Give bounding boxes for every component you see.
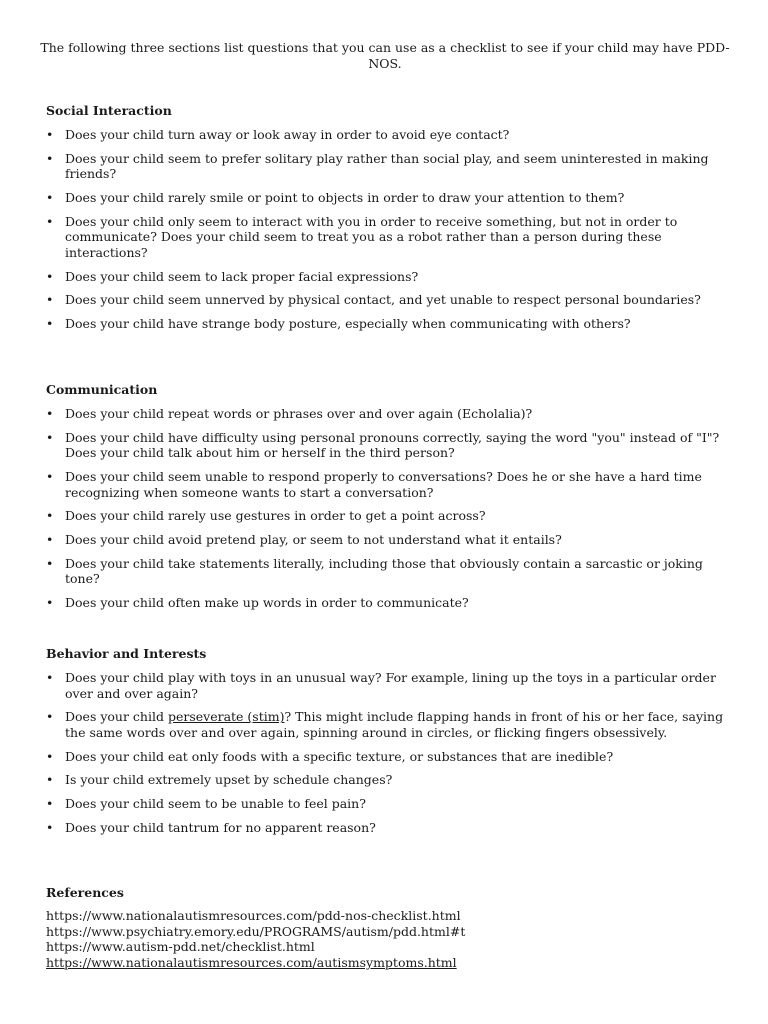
reference-link[interactable]: https://www.nationalautismresources.com/pdd-nos-checklist.html <box>46 908 461 923</box>
list-item: • Does your child only seem to interact with you in order to receive something, but not in order to communicate? Does your child seem to treat you as a robot rather than a person during these interactions? <box>46 213 678 260</box>
heading-social-interaction: Social Interaction <box>46 103 172 118</box>
bullet-icon: • <box>46 772 54 788</box>
bullet-icon: • <box>46 268 54 284</box>
list-item: • Does your child seem to prefer solitary play rather than social play, and seem uninterested in making friends? <box>46 150 709 182</box>
bullet-icon: • <box>46 819 54 835</box>
intro-text: The following three sections list questions that you can use as a checklist to see if your child may have PDD-NOS. <box>40 40 730 71</box>
bullet-icon: • <box>46 127 54 142</box>
perseverate-link[interactable]: perseverate (stim) <box>167 709 285 725</box>
list-item: • Does your child have difficulty using personal pronouns correctly, saying the word "you" instead of "I"? Does your child talk about him or herself in the third person? <box>46 429 720 461</box>
list-item: • Does your child repeat words or phrases over and over again (Echolalia)? <box>46 406 533 421</box>
social-interaction-list <box>46 127 736 340</box>
communication-list <box>46 406 736 619</box>
list-item: • Is your child extremely upset by schedule changes? <box>46 772 393 788</box>
bullet-icon: • <box>46 796 54 812</box>
behavior-interests-list <box>46 670 736 844</box>
bullet-icon: • <box>46 555 54 571</box>
bullet-icon: • <box>46 150 54 166</box>
list-item: • Does your child seem to be unable to feel pain? <box>46 796 366 812</box>
list-item: • Does your child rarely smile or point to objects in order to draw your attention to them? <box>46 190 625 206</box>
list-item: • Does your child turn away or look away in order to avoid eye contact? <box>46 127 510 142</box>
list-item: • Does your child seem unable to respond properly to conversations? Does he or she have a hard time recognizing when someone wants to start a conversation? <box>46 469 702 500</box>
bullet-icon: • <box>46 748 54 764</box>
bullet-icon: • <box>46 406 54 421</box>
bullet-icon: • <box>46 595 54 611</box>
reference-link[interactable]: https://www.psychiatry.emory.edu/PROGRAMS/autism/pdd.html#t <box>46 923 466 939</box>
list-item: • Does your child avoid pretend play, or seem to not understand what it entails? <box>46 532 562 548</box>
bullet-icon: • <box>46 429 54 445</box>
list-item: • Does your child play with toys in an unusual way? For example, lining up the toys in a particular order over and over again? <box>46 670 716 701</box>
bullet-icon: • <box>46 190 54 206</box>
bullet-icon: • <box>46 532 54 548</box>
list-item: • Does your child seem unnerved by physical contact, and yet unable to respect personal boundaries? <box>46 292 701 308</box>
heading-communication: Communication <box>46 382 158 397</box>
list-item: • Does your child seem to lack proper facial expressions? <box>46 268 419 284</box>
bullet-icon: • <box>46 469 54 485</box>
bullet-icon: • <box>46 508 54 524</box>
bullet-icon: • <box>46 670 54 685</box>
list-item: • Does your child rarely use gestures in order to get a point across? <box>46 508 486 524</box>
list-item: • Does your child eat only foods with a specific texture, or substances that are inedible? <box>46 748 614 764</box>
list-item: • Does your child take statements literally, including those that obviously contain a sarcastic or joking tone? <box>46 555 703 587</box>
list-item: • Does your child often make up words in order to communicate? <box>46 595 469 611</box>
bullet-icon: • <box>46 213 54 229</box>
list-item: • Does your child have strange body posture, especially when communicating with others? <box>46 316 631 332</box>
reference-link[interactable]: https://www.nationalautismresources.com/autismsymptoms.html <box>46 955 457 971</box>
reference-link[interactable]: https://www.autism-pdd.net/checklist.html <box>46 939 315 955</box>
bullet-icon: • <box>46 709 54 725</box>
bullet-icon: • <box>46 316 54 332</box>
references-list <box>46 908 736 971</box>
bullet-icon: • <box>46 292 54 308</box>
list-item: • Does your child tantrum for no apparent reason? <box>46 819 376 835</box>
heading-behavior-interests: Behavior and Interests <box>46 646 207 661</box>
list-item: • Does your child perseverate (stim)? This might include flapping hands in front of his or her face, saying the same words over and over again, spinning around in circles, or flicking fingers obsessively. <box>46 709 724 740</box>
heading-references: References <box>46 885 124 900</box>
